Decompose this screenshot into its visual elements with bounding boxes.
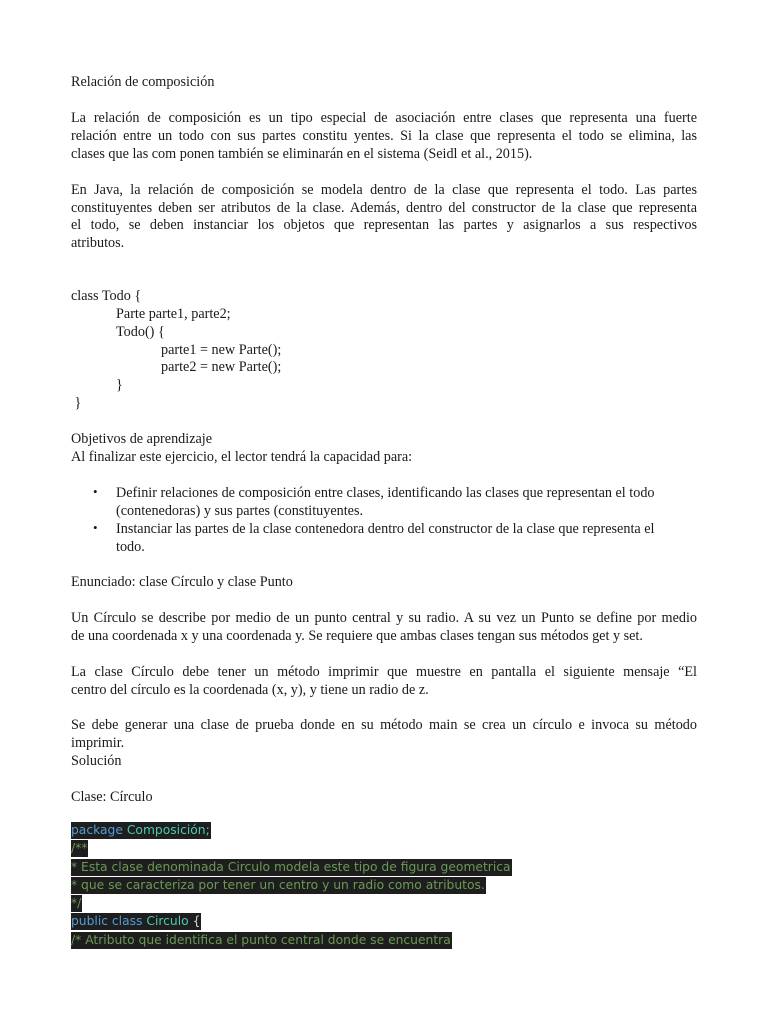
code-example-line: parte2 = new Parte(); <box>161 359 282 375</box>
objectives-heading: Objetivos de aprendizaje <box>71 431 213 447</box>
paragraph-line: centro del círculo es la coordenada (x, y), y tiene un radio de z. <box>71 682 429 698</box>
code-example-line: Parte parte1, parte2; <box>116 306 231 322</box>
paragraph-line: La clase Círculo debe tener un método imprimir que muestre en pantalla el siguiente mensaje “El <box>71 664 697 680</box>
code-line <box>71 822 211 839</box>
bullet-icon: • <box>93 520 98 535</box>
objectives-intro: Al finalizar este ejercicio, el lector tendrá la capacidad para: <box>71 449 413 465</box>
code-keyword: public class <box>71 914 143 928</box>
code-keyword: package <box>71 823 123 837</box>
paragraph-line: Se debe generar una clase de prueba donde en su método main se crea un círculo e invoca su método <box>71 717 697 733</box>
code-identifier: Circulo <box>146 914 189 928</box>
code-example-line: } <box>116 377 123 393</box>
paragraph-line: La relación de composición es un tipo especial de asociación entre clases que representa una fuerte <box>71 110 697 126</box>
code-line <box>71 877 486 894</box>
paragraph-line: constituyentes deben ser atributos de la clase. Además, dentro del constructor de la clase que representa <box>71 200 697 216</box>
paragraph-line: atributos. <box>71 235 125 251</box>
paragraph-line: imprimir. <box>71 735 125 751</box>
list-item-line: Definir relaciones de composición entre clases, identificando las clases que representan el todo <box>116 485 655 501</box>
paragraph-line: de una coordenada x y una coordenada y. Se requiere que ambas clases tengan sus métodos get y set. <box>71 628 643 644</box>
code-comment: /** <box>71 841 88 855</box>
code-line <box>71 913 201 930</box>
paragraph-line: el todo, se deben instanciar los objetos que representan las partes y asignarlos a sus respectivos <box>71 217 697 233</box>
code-comment: /* Atributo que identifica el punto central donde se encuentra <box>71 933 451 947</box>
code-example-line: Todo() { <box>116 324 165 340</box>
code-line <box>71 859 512 876</box>
code-comment: * Esta clase denominada Circulo modela este tipo de figura geometrica <box>71 860 511 874</box>
code-punctuation: { <box>188 914 201 928</box>
paragraph-line: clases que las com ponen también se eliminarán en el sistema (Seidl et al., 2015). <box>71 146 533 162</box>
statement-heading: Enunciado: clase Círculo y clase Punto <box>71 574 293 590</box>
bullet-icon: • <box>93 484 98 499</box>
list-item-line: (contenedoras) y sus partes (constituyentes. <box>116 503 364 519</box>
paragraph-line: En Java, la relación de composición se modela dentro de la clase que representa el todo. Las partes <box>71 182 697 198</box>
list-item-line: todo. <box>116 539 145 555</box>
code-example-line: parte1 = new Parte(); <box>161 342 282 358</box>
code-line <box>71 895 82 912</box>
solution-heading: Solución <box>71 753 122 769</box>
paragraph-line: Un Círculo se describe por medio de un punto central y su radio. A su vez un Punto se define por medio <box>71 610 697 626</box>
code-example-line: class Todo { <box>71 288 142 304</box>
code-comment: * que se caracteriza por tener un centro y un radio como atributos. <box>71 878 485 892</box>
code-line <box>71 840 88 857</box>
code-example-line: } <box>71 395 82 411</box>
class-heading: Clase: Círculo <box>71 789 153 805</box>
document-title: Relación de composición <box>71 74 215 90</box>
code-comment: */ <box>71 896 82 910</box>
code-identifier: Composición; <box>126 823 210 837</box>
paragraph-line: relación entre un todo con sus partes constitu yentes. Si la clase que representa el todo se elimina, las <box>71 128 697 144</box>
code-line <box>71 932 452 949</box>
list-item-line: Instanciar las partes de la clase contenedora dentro del constructor de la clase que representa el <box>116 521 655 537</box>
